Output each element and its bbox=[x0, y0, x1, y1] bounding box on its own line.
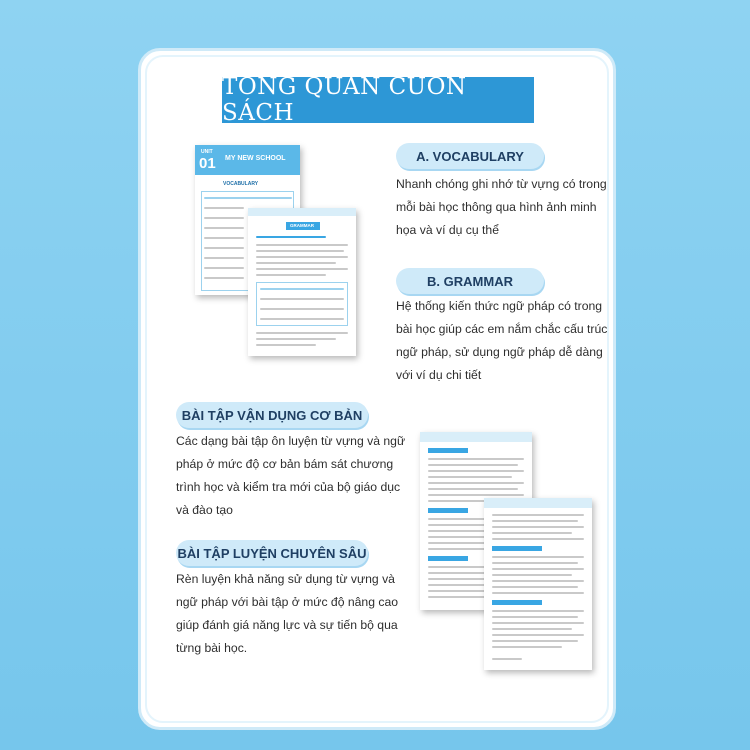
unit-number: 01 bbox=[199, 155, 216, 172]
vocabulary-tag: VOCABULARY bbox=[223, 181, 259, 187]
title-banner bbox=[222, 74, 534, 126]
basic-practice-description: Các dạng bài tập ôn luyện từ vựng và ngữ pháp ở mức độ cơ bản bám sát chương trình học và kiểm tra mới của bộ giáo dục và đào tạo bbox=[176, 434, 406, 517]
unit-label: UNIT bbox=[201, 149, 213, 155]
grammar-description: Hệ thống kiến thức ngữ pháp có trong bài học giúp các em nắm chắc cấu trúc ngữ pháp, sử dụng ngữ pháp dễ dàng với ví dụ chi tiết bbox=[396, 299, 608, 382]
grammar-tag: GRAMMAR bbox=[290, 223, 314, 228]
page-title: TỔNG QUAN CUỐN SÁCH bbox=[222, 74, 467, 126]
unit-title: MY NEW SCHOOL bbox=[225, 155, 286, 162]
vocabulary-heading: A. VOCABULARY bbox=[396, 143, 544, 169]
advanced-practice-description: Rèn luyện khả năng sử dụng từ vựng và ngữ pháp với bài tập ở mức độ nâng cao giúp đánh giá năng lực và sự tiến bộ qua từng bài học. bbox=[176, 572, 399, 655]
basic-practice-heading: BÀI TẬP VẬN DỤNG CƠ BẢN bbox=[176, 402, 368, 428]
vocabulary-description: Nhanh chóng ghi nhớ từ vựng có trong mỗi bài học thông qua hình ảnh minh họa và ví dụ cụ thể bbox=[396, 177, 607, 237]
advanced-exercise-page-thumbnail bbox=[484, 498, 592, 670]
grammar-heading: B. GRAMMAR bbox=[396, 268, 544, 294]
advanced-practice-heading: BÀI TẬP LUYỆN CHUYÊN SÂU bbox=[176, 540, 368, 566]
grammar-page-thumbnail bbox=[248, 208, 356, 356]
